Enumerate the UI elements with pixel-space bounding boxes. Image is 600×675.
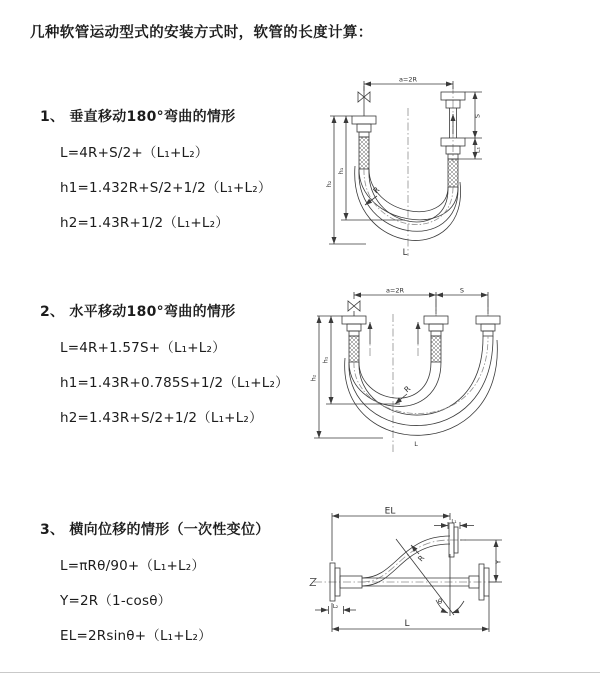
page-title: 几种软管运动型式的安装方式时，软管的长度计算： (30, 25, 373, 41)
braided-section (448, 159, 458, 187)
radius-leader (411, 545, 419, 554)
section-horizontal-180 (40, 301, 312, 426)
section-heading-row (40, 301, 312, 321)
dim-label-l2: L₂ (332, 604, 339, 610)
diagram-linework (314, 292, 500, 452)
section-heading: 横向位移的情形（一次性变位） (69, 522, 270, 538)
hose-and-fittings (342, 301, 500, 435)
dimension-lines (329, 81, 482, 244)
dim-label-l1: L₁ (451, 519, 457, 525)
diagram-vertical-180-bend (308, 72, 593, 262)
dimension-lines (314, 292, 488, 438)
page-edge (0, 672, 600, 673)
dim-label-el: EL (384, 506, 396, 517)
dim-label-travel: S (473, 113, 482, 119)
braided-section (359, 137, 369, 169)
section-number: 2、 (40, 304, 65, 320)
section-number: 3、 (40, 522, 65, 538)
dim-label-length: L (402, 248, 408, 258)
dim-label-y: Y (494, 559, 503, 565)
hose-and-fittings (352, 86, 465, 240)
braided-section (349, 336, 359, 362)
diagram-linework (310, 513, 502, 632)
dim-label-top-span: a=2R (398, 75, 418, 84)
dim-label-radius: R (415, 553, 427, 564)
formula-line: L=πRθ/90+（L₁+L₂） (60, 558, 206, 574)
dim-label-radius: R (371, 185, 382, 196)
formula-line: h1=1.43R+0.785S+1/2（L₁+L₂） (60, 375, 289, 391)
dimension-lines (315, 513, 502, 632)
braided-section (431, 336, 441, 362)
formula-line: h2=1.43R+S/2+1/2（L₁+L₂） (60, 410, 263, 426)
dim-label-h2: h₂ (309, 374, 318, 382)
section-heading: 水平移动180°弯曲的情形 (69, 304, 236, 320)
dim-label-angle: θ (437, 598, 443, 606)
dim-label-length: L (404, 619, 410, 629)
formula-line: EL=2Rsinθ+（L₁+L₂） (60, 628, 212, 644)
formula-line: Y=2R（1-cosθ） (60, 593, 172, 609)
formula-line: L=4R+1.57S+（L₁+L₂） (60, 340, 226, 356)
diagram-lateral-displacement (302, 502, 597, 642)
dim-label-radius: R (402, 384, 413, 395)
section-heading-row (40, 106, 312, 126)
formula-line: h2=1.43R+1/2（L₁+L₂） (60, 215, 229, 231)
diagram-linework (329, 81, 482, 256)
section-heading-row (40, 519, 312, 539)
dim-label-top-span: a=2R (385, 286, 405, 295)
formula-line: h1=1.432R+S/2+1/2（L₁+L₂） (60, 180, 272, 196)
section-number: 1、 (40, 109, 65, 125)
diagram-horizontal-180-bend (308, 286, 600, 458)
dim-label-h2: h₂ (325, 180, 333, 188)
dim-label-h1: h₁ (321, 356, 330, 364)
dim-label-fitting: L₁ (473, 146, 482, 154)
section-heading: 垂直移动180°弯曲的情形 (69, 109, 236, 125)
valve-icon (348, 301, 360, 311)
section-vertical-180 (40, 106, 312, 231)
dim-label-travel: S (459, 286, 465, 295)
formula-line: L=4R+S/2+（L₁+L₂） (60, 145, 209, 161)
section-lateral-displacement (40, 519, 312, 644)
centerlines (408, 86, 453, 256)
dim-label-length: L (414, 440, 418, 448)
radius-leader (395, 394, 407, 404)
angle-arc (452, 601, 464, 613)
dim-label-h1: h₁ (337, 167, 345, 175)
